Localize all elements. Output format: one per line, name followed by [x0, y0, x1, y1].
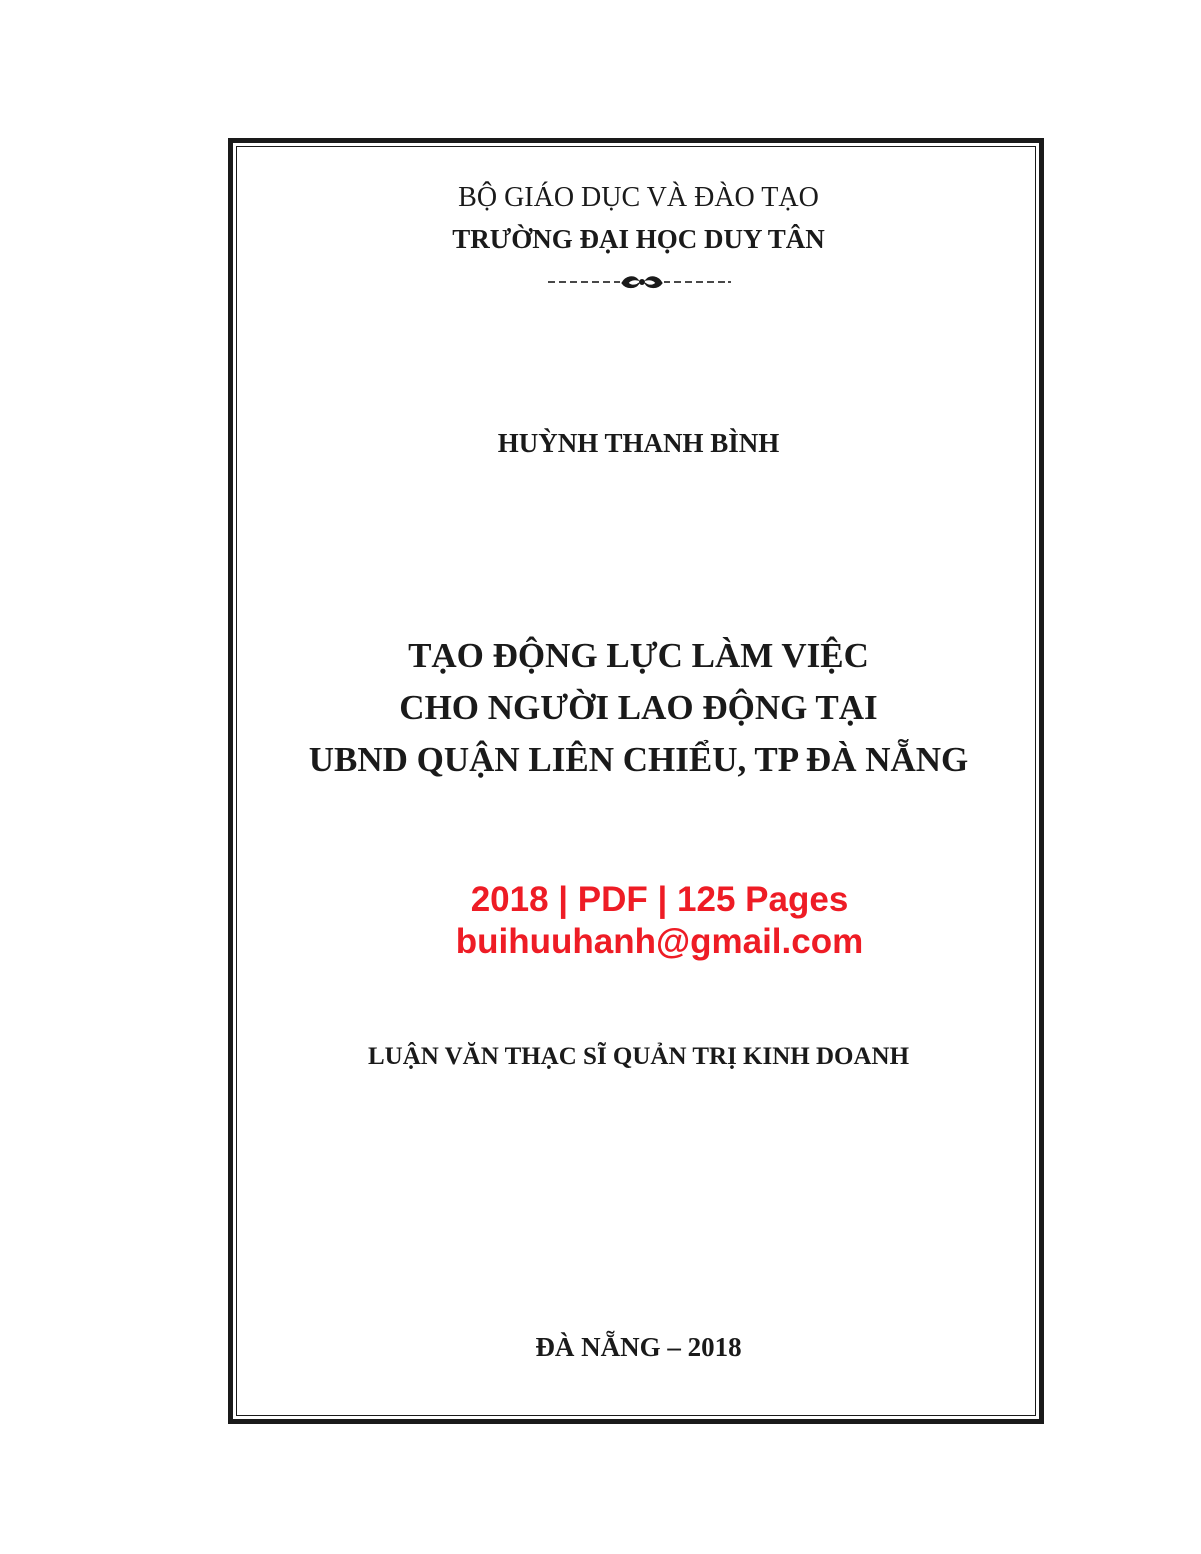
- place-and-year: ĐÀ NẴNG – 2018: [535, 1332, 742, 1362]
- ministry-name: BỘ GIÁO DỤC VÀ ĐÀO TẠO: [458, 182, 819, 213]
- degree-title: LUẬN VĂN THẠC SĨ QUẢN TRỊ KINH DOANH: [367, 1043, 910, 1070]
- contact-email-overlay: buihuuhanh@gmail.com: [455, 922, 864, 961]
- thesis-title-line-2: CHO NGƯỜI LAO ĐỘNG TẠI: [399, 688, 878, 727]
- university-name: TRƯỜNG ĐẠI HỌC DUY TÂN: [452, 224, 825, 254]
- thesis-title-line-3: UBND QUẬN LIÊN CHIỂU, TP ĐÀ NẴNG: [308, 740, 969, 779]
- author-name: HUỲNH THANH BÌNH: [497, 428, 780, 458]
- document-info-overlay: 2018 | PDF | 125 Pages: [470, 880, 849, 919]
- page-border-inner: [236, 146, 1036, 1416]
- page-border: [228, 138, 1044, 1424]
- thesis-title-line-1: TẠO ĐỘNG LỰC LÀM VIỆC: [408, 636, 869, 675]
- ornament-divider-icon: [546, 268, 732, 294]
